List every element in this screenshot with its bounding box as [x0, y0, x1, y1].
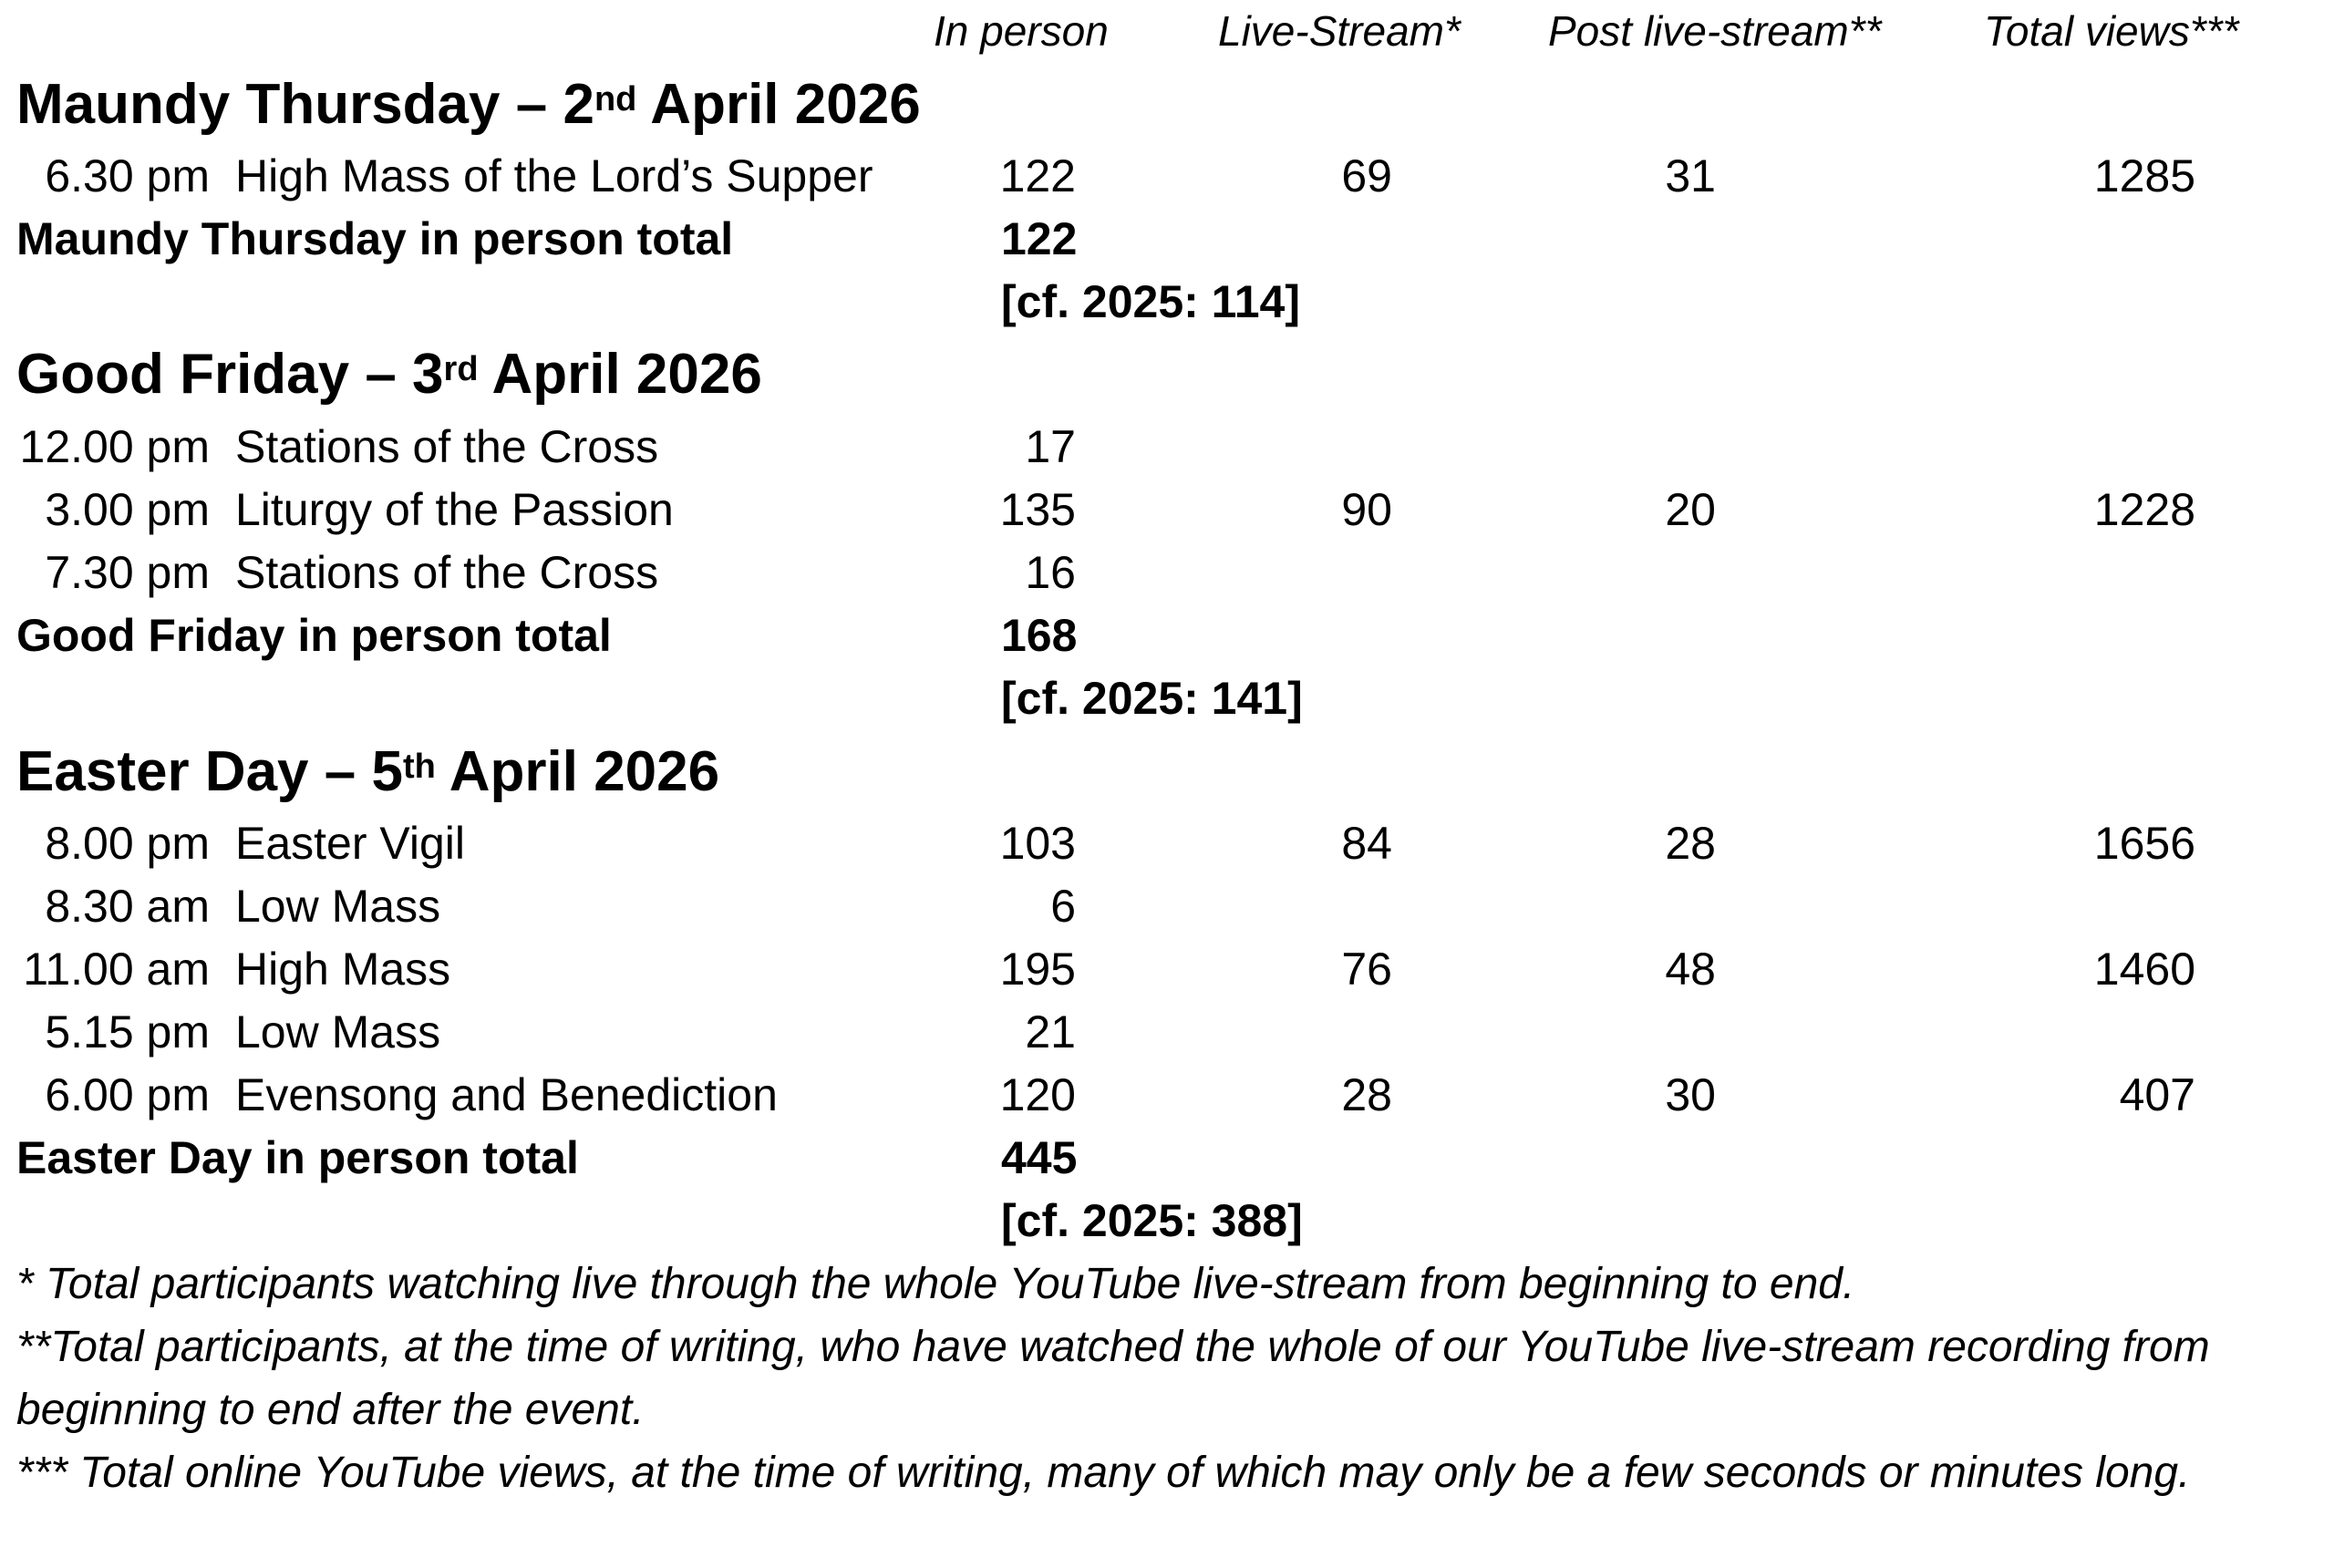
service-time: 12.00 pm — [19, 421, 210, 472]
in-person-count: 16 — [1025, 547, 1076, 598]
in-person-count: 103 — [999, 818, 1076, 869]
comparison-value: [cf. 2025: 388] — [1001, 1195, 1303, 1246]
service-row — [0, 938, 2334, 1000]
comparison-row — [0, 271, 2334, 333]
section-title — [16, 339, 762, 410]
section-title-ordinal: nd — [594, 80, 637, 119]
section-title-text: April 2026 — [636, 73, 921, 136]
service-name: Easter Vigil — [235, 818, 465, 869]
service-name: High Mass of the Lord’s Supper — [235, 150, 873, 201]
total-views-count: 1285 — [2093, 150, 2195, 201]
service-row — [0, 1064, 2334, 1126]
service-name: Stations of the Cross — [235, 421, 659, 472]
service-name: Low Mass — [235, 881, 441, 932]
section-total-row — [0, 604, 2334, 666]
live-stream-count: 90 — [1341, 484, 1392, 535]
column-header-live-stream: Live-Stream* — [1218, 7, 1461, 55]
service-time: 11.00 am — [23, 944, 210, 995]
comparison-row — [0, 1190, 2334, 1252]
footnote-post-live-stream: **Total participants, at the time of writing, who have watched the whole of our YouTube live-stream recording from beginning to end after the event. — [16, 1323, 2210, 1434]
total-views-count: 1228 — [2093, 484, 2195, 535]
service-time: 7.30 pm — [45, 547, 210, 598]
service-row — [0, 875, 2334, 937]
section-title-text: April 2026 — [435, 740, 720, 803]
service-row — [0, 1001, 2334, 1063]
post-live-stream-count: 31 — [1665, 150, 1716, 201]
section-title-text: Maundy Thursday – 2 — [16, 73, 594, 136]
in-person-count: 135 — [999, 484, 1076, 535]
section-title-ordinal: rd — [443, 350, 479, 388]
total-views-count: 1656 — [2093, 818, 2195, 869]
column-header-total-views: Total views*** — [1984, 7, 2239, 55]
in-person-count: 122 — [999, 150, 1076, 201]
in-person-count: 195 — [999, 944, 1076, 995]
service-name: Stations of the Cross — [235, 547, 659, 598]
in-person-count: 17 — [1025, 421, 1076, 472]
section-title — [16, 737, 719, 808]
total-views-count: 407 — [2119, 1069, 2195, 1120]
live-stream-count: 69 — [1341, 150, 1392, 201]
section-total-row — [0, 208, 2334, 270]
comparison-value: [cf. 2025: 114] — [1001, 276, 1300, 327]
service-time: 8.00 pm — [45, 818, 210, 869]
service-row — [0, 542, 2334, 603]
in-person-count: 6 — [1050, 881, 1076, 932]
live-stream-count: 84 — [1341, 818, 1392, 869]
post-live-stream-count: 48 — [1665, 944, 1716, 995]
service-time: 3.00 pm — [45, 484, 210, 535]
comparison-value: [cf. 2025: 141] — [1001, 673, 1303, 724]
live-stream-count: 76 — [1341, 944, 1392, 995]
total-value: 445 — [1001, 1132, 1078, 1183]
section-title — [16, 69, 921, 140]
service-time: 5.15 pm — [45, 1006, 210, 1057]
post-live-stream-count: 28 — [1665, 818, 1716, 869]
total-label: Good Friday in person total — [16, 610, 612, 661]
service-name: Evensong and Benediction — [235, 1069, 778, 1120]
footnote-total-views: *** Total online YouTube views, at the time of writing, many of which may only be a few seconds or minutes long. — [16, 1449, 2191, 1497]
service-row — [0, 416, 2334, 478]
in-person-count: 21 — [1025, 1006, 1076, 1057]
service-time: 6.30 pm — [45, 150, 210, 201]
total-value: 168 — [1001, 610, 1078, 661]
section-title-text: Easter Day – 5 — [16, 740, 403, 803]
section-title-ordinal: th — [402, 748, 436, 786]
total-label: Maundy Thursday in person total — [16, 213, 734, 264]
total-label: Easter Day in person total — [16, 1132, 579, 1183]
section-total-row — [0, 1127, 2334, 1189]
service-name: Liturgy of the Passion — [235, 484, 674, 535]
service-time: 6.00 pm — [45, 1069, 210, 1120]
service-row — [0, 479, 2334, 541]
service-name: Low Mass — [235, 1006, 441, 1057]
service-row — [0, 145, 2334, 207]
in-person-count: 120 — [999, 1069, 1076, 1120]
service-name: High Mass — [235, 944, 451, 995]
service-time: 8.30 am — [45, 881, 210, 932]
column-header-in-person: In person — [934, 7, 1109, 55]
post-live-stream-count: 30 — [1665, 1069, 1716, 1120]
section-title-text: Good Friday – 3 — [16, 343, 444, 406]
footnote-live-stream: * Total participants watching live through the whole YouTube live-stream from beginning to end. — [16, 1260, 1855, 1308]
section-title-text: April 2026 — [478, 343, 762, 406]
column-header-post-live-stream: Post live-stream** — [1548, 7, 1882, 55]
total-value: 122 — [1001, 213, 1078, 264]
live-stream-count: 28 — [1341, 1069, 1392, 1120]
comparison-row — [0, 667, 2334, 729]
service-row — [0, 812, 2334, 874]
total-views-count: 1460 — [2093, 944, 2195, 995]
post-live-stream-count: 20 — [1665, 484, 1716, 535]
